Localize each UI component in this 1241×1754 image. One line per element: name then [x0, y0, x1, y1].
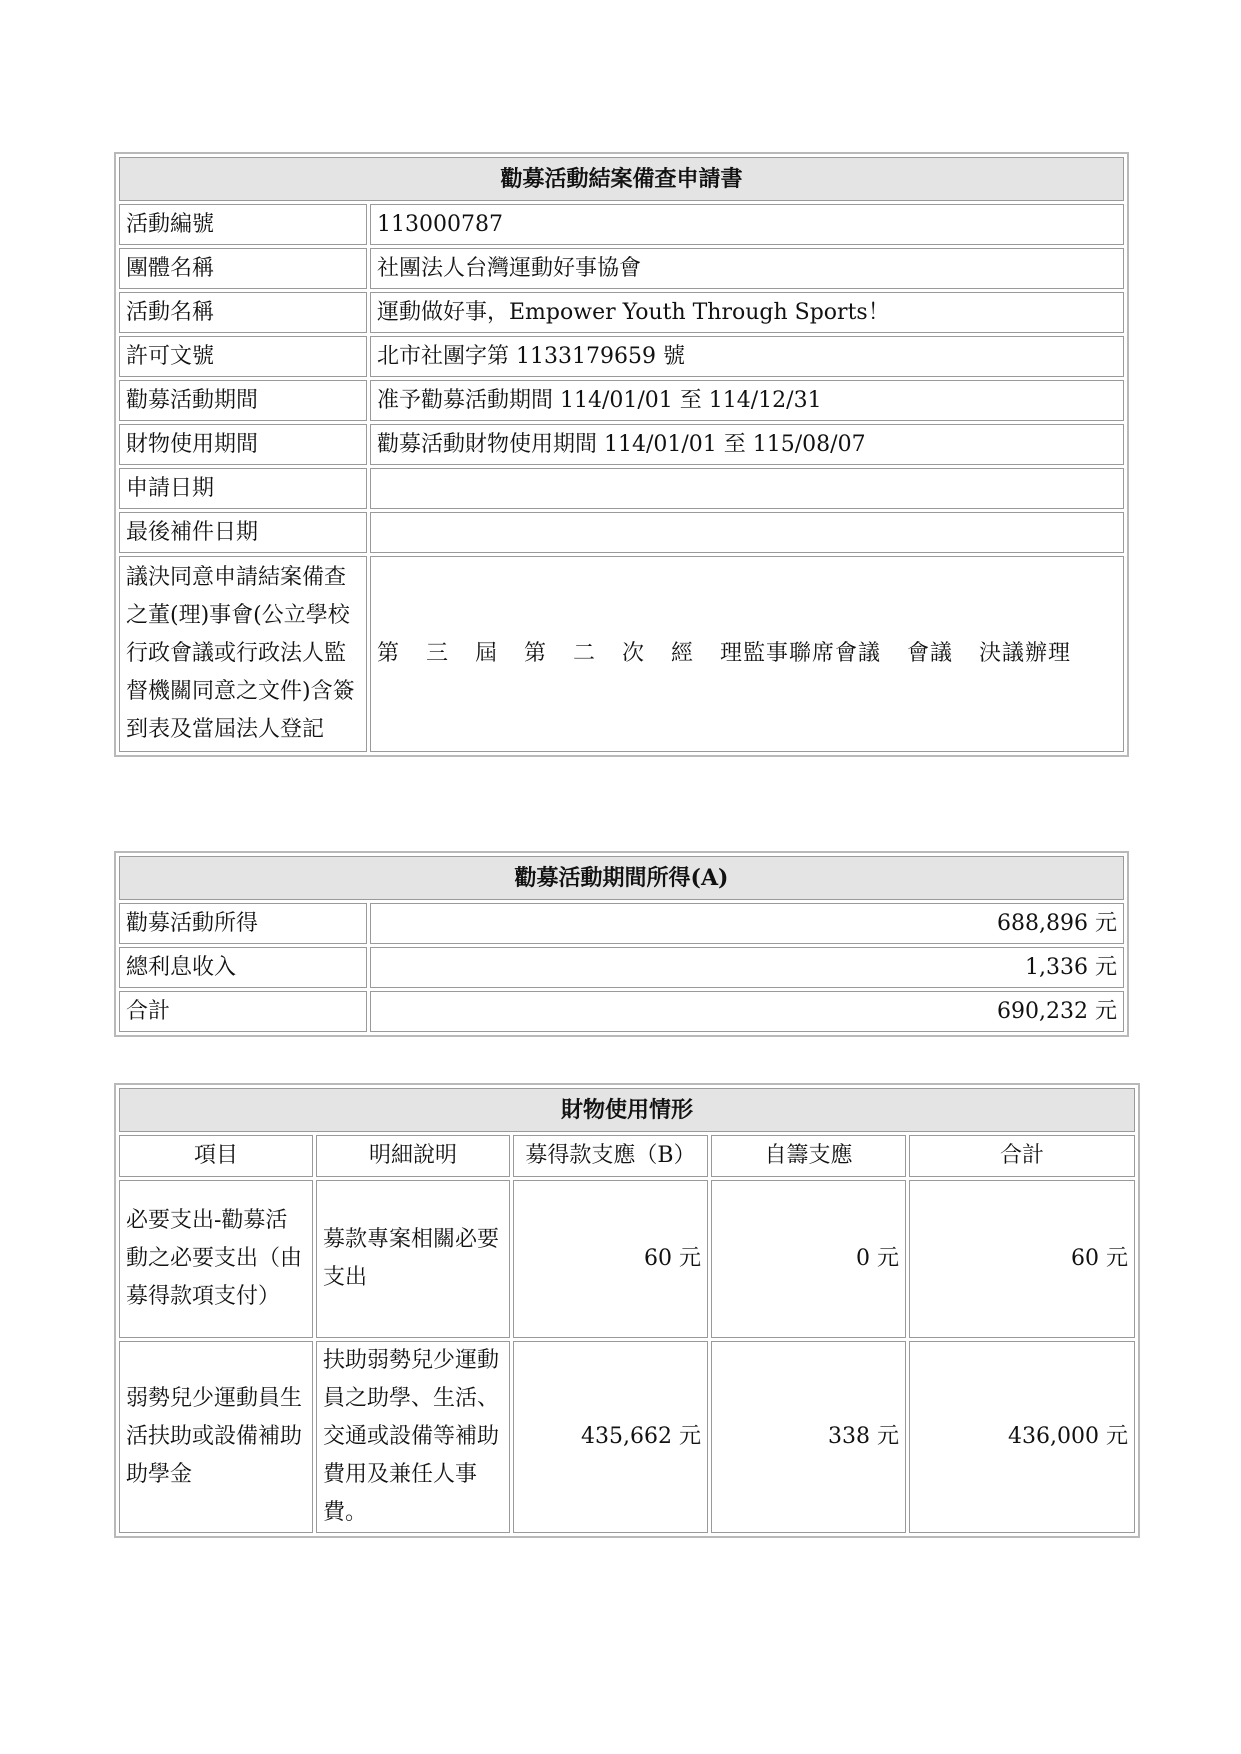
usage-table — [114, 1083, 1140, 1538]
application-table — [114, 152, 1129, 757]
row-value: 准予勸募活動期間 114/01/01 至 114/12/31 — [370, 380, 1124, 421]
table-row — [119, 292, 1124, 333]
row-value — [370, 468, 1124, 509]
table-row — [119, 424, 1124, 465]
header-total: 合計 — [909, 1135, 1135, 1177]
usage-header-row — [119, 1135, 1135, 1177]
usage-self: 0 元 — [711, 1180, 906, 1338]
header-item: 項目 — [119, 1135, 313, 1177]
table-row — [119, 903, 1124, 944]
row-label: 勸募活動期間 — [119, 380, 367, 421]
table-row — [119, 380, 1124, 421]
usage-total: 436,000 元 — [909, 1341, 1135, 1533]
row-label: 活動名稱 — [119, 292, 367, 333]
income-total: 690,232 元 — [370, 991, 1124, 1032]
resolution-value: 第 三 屆 第 二 次 經 理監事聯席會議 會議 決議辦理 — [370, 556, 1124, 752]
header-self: 自籌支應 — [711, 1135, 906, 1177]
usage-detail: 扶助弱勢兒少運動員之助學、生活、交通或設備等補助費用及兼任人事費。 — [316, 1341, 510, 1533]
row-value: 運動做好事，Empower Youth Through Sports！ — [370, 292, 1124, 333]
income-value: 688,896 元 — [370, 903, 1124, 944]
row-label: 許可文號 — [119, 336, 367, 377]
table-row — [119, 947, 1124, 988]
usage-total: 60 元 — [909, 1180, 1135, 1338]
usage-raised: 60 元 — [513, 1180, 708, 1338]
income-label: 總利息收入 — [119, 947, 367, 988]
row-label: 財物使用期間 — [119, 424, 367, 465]
row-value: 勸募活動財物使用期間 114/01/01 至 115/08/07 — [370, 424, 1124, 465]
table-row — [119, 512, 1124, 553]
usage-item: 弱勢兒少運動員生活扶助或設備補助助學金 — [119, 1341, 313, 1533]
header-raised: 募得款支應（B） — [513, 1135, 708, 1177]
income-label: 勸募活動所得 — [119, 903, 367, 944]
row-label: 活動編號 — [119, 204, 367, 245]
resolution-label: 議決同意申請結案備查之董(理)事會(公立學校行政會議或行政法人監督機關同意之文件)含簽到表及當屆法人登記 — [119, 556, 367, 752]
income-table — [114, 851, 1129, 1037]
row-value: 113000787 — [370, 204, 1124, 245]
table-row — [119, 204, 1124, 245]
table-row — [119, 468, 1124, 509]
row-label: 申請日期 — [119, 468, 367, 509]
income-label: 合計 — [119, 991, 367, 1032]
table-row — [119, 336, 1124, 377]
table-row — [119, 1341, 1135, 1533]
income-value: 1,336 元 — [370, 947, 1124, 988]
table-row — [119, 556, 1124, 752]
row-value: 北市社團字第 1133179659 號 — [370, 336, 1124, 377]
usage-item: 必要支出-勸募活動之必要支出（由募得款項支付） — [119, 1180, 313, 1338]
table-row — [119, 991, 1124, 1032]
application-title: 勸募活動結案備查申請書 — [119, 157, 1124, 201]
table-row — [119, 248, 1124, 289]
row-label: 團體名稱 — [119, 248, 367, 289]
row-label: 最後補件日期 — [119, 512, 367, 553]
row-value — [370, 512, 1124, 553]
usage-detail: 募款專案相關必要支出 — [316, 1180, 510, 1338]
usage-title: 財物使用情形 — [119, 1088, 1135, 1132]
table-row — [119, 1180, 1135, 1338]
row-value: 社團法人台灣運動好事協會 — [370, 248, 1124, 289]
income-title: 勸募活動期間所得(A) — [119, 856, 1124, 900]
header-detail: 明細說明 — [316, 1135, 510, 1177]
usage-raised: 435,662 元 — [513, 1341, 708, 1533]
usage-self: 338 元 — [711, 1341, 906, 1533]
